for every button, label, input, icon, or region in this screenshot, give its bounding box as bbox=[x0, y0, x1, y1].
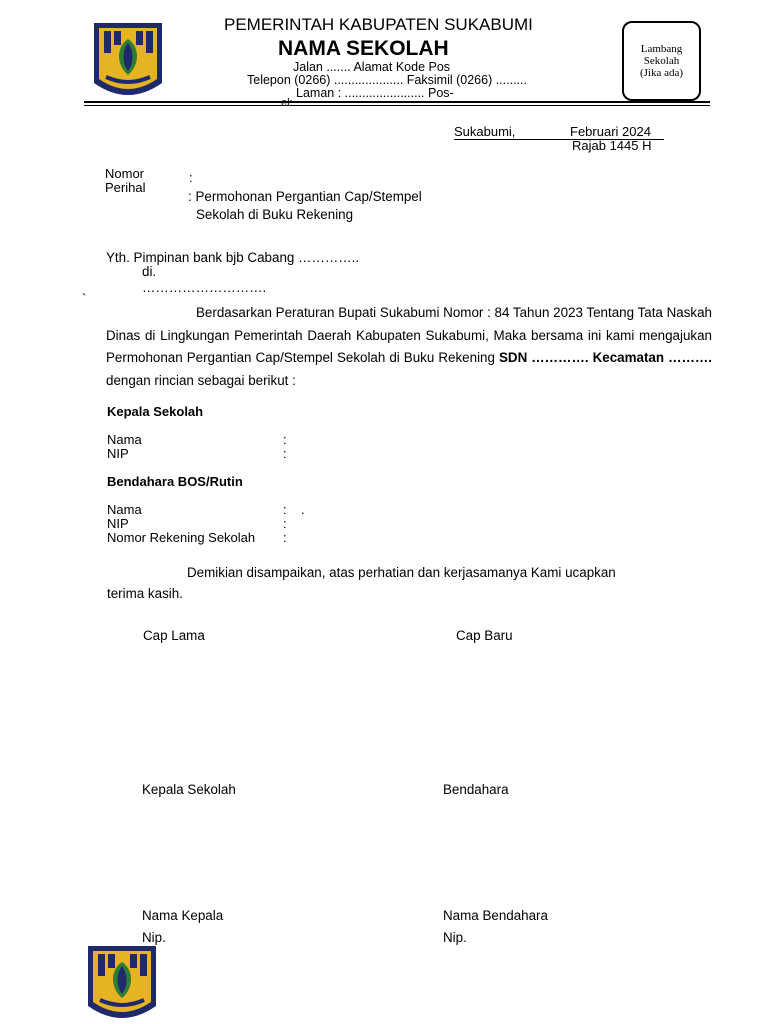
recipient-line: Yth. Pimpinan bank bjb Cabang ………….. bbox=[106, 250, 360, 265]
kepala-nip-colon: : bbox=[283, 446, 287, 461]
date-month-year: Februari 2024 bbox=[570, 124, 651, 139]
bendahara-name: Nama Bendahara bbox=[443, 908, 548, 923]
kecamatan-label: Kecamatan ………. bbox=[592, 350, 712, 365]
closing-line-2: terima kasih. bbox=[107, 586, 183, 601]
bendahara-nama-value: : . bbox=[283, 502, 305, 517]
school-logo-placeholder bbox=[622, 21, 701, 101]
bendahara-title: Bendahara bbox=[443, 782, 509, 797]
date-hijri: Rajab 1445 H bbox=[572, 138, 652, 153]
placeholder-line-2: Sekolah bbox=[643, 55, 680, 67]
stray-mark: ` bbox=[82, 291, 87, 306]
placeholder-line-1: Lambang bbox=[640, 43, 683, 55]
rekening-label: Nomor Rekening Sekolah bbox=[107, 530, 256, 545]
perihal-label: Perihal bbox=[105, 180, 146, 195]
kepala-title: Kepala Sekolah bbox=[142, 782, 236, 797]
letterhead-rule-thick bbox=[84, 101, 710, 103]
website-line: Laman : ....................... Pos- bbox=[296, 86, 454, 100]
bendahara-nama-label: Nama bbox=[107, 502, 142, 517]
body-paragraph bbox=[106, 302, 712, 392]
kepala-heading: Kepala Sekolah bbox=[107, 404, 204, 419]
address-line: Jalan ....... Alamat Kode Pos bbox=[293, 60, 451, 74]
bendahara-nip-label: NIP bbox=[107, 516, 129, 531]
phone-fax-line: Telepon (0266) .................... Faksimil (0266) ......... bbox=[247, 73, 527, 87]
bendahara-nip: Nip. bbox=[443, 930, 467, 945]
cap-lama-label: Cap Lama bbox=[143, 628, 205, 643]
kepala-nama-label: Nama bbox=[107, 432, 142, 447]
kabupaten-emblem-top bbox=[92, 21, 164, 101]
body-paragraph-end: dengan rincian sebagai berikut : bbox=[106, 372, 296, 388]
closing-line-1: Demikian disampaikan, atas perhatian dan kerjasamanya Kami ucapkan bbox=[187, 565, 616, 580]
nomor-colon: : bbox=[189, 170, 193, 185]
sdn-label: SDN …………. bbox=[498, 350, 589, 365]
kepala-nama-colon: : bbox=[283, 432, 287, 447]
kabupaten-emblem-bottom bbox=[86, 944, 158, 1024]
rekening-colon: : bbox=[283, 530, 287, 545]
kepala-nip: Nip. bbox=[142, 930, 166, 945]
body-paragraph-text: Berdasarkan Peraturan Bupati Sukabumi Nomor : 84 Tahun 2023 Tentang Tata Naskah Dinas di Lingkungan Pemerintah Daerah Kabupaten Sukabumi, Maka bersama ini kami mengajukan Permohonan Pergantian Cap/Stempel Sekolah di Buku Rekening bbox=[106, 305, 712, 365]
recipient-di: di. bbox=[142, 264, 157, 279]
letterhead-rule-thin bbox=[84, 105, 710, 106]
kepala-name: Nama Kepala bbox=[142, 908, 224, 923]
perihal-value-line-2: Sekolah di Buku Rekening bbox=[196, 207, 354, 222]
email-line: el: bbox=[281, 97, 293, 109]
date-place: Sukabumi, bbox=[454, 124, 516, 139]
perihal-value-line-1: : Permohonan Pergantian Cap/Stempel bbox=[188, 189, 422, 204]
government-name: PEMERINTAH KABUPATEN SUKABUMI bbox=[224, 15, 533, 34]
bendahara-nip-colon: : bbox=[283, 516, 287, 531]
kepala-nip-label: NIP bbox=[107, 446, 129, 461]
nomor-label: Nomor bbox=[105, 166, 145, 181]
bendahara-heading: Bendahara BOS/Rutin bbox=[107, 474, 243, 489]
recipient-dots: ………………………. bbox=[142, 280, 267, 295]
school-name: NAMA SEKOLAH bbox=[278, 37, 449, 60]
cap-baru-label: Cap Baru bbox=[456, 628, 513, 643]
placeholder-line-3: (Jika ada) bbox=[639, 67, 684, 79]
